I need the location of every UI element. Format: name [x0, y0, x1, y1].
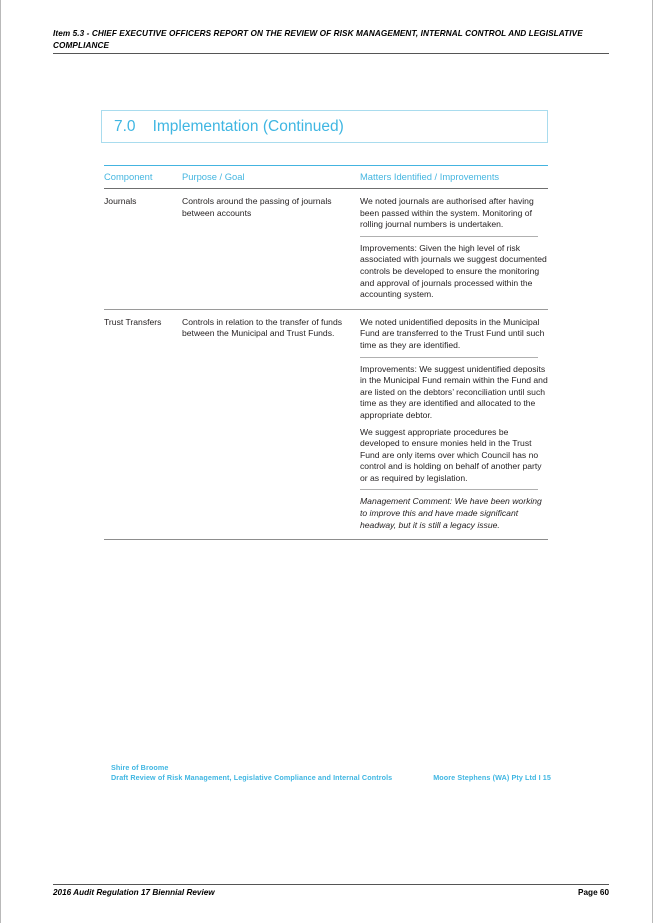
component-name: Journals	[104, 196, 137, 206]
table-header-row	[104, 166, 548, 188]
document-footer-row	[53, 888, 609, 897]
matters-improvement: Improvements: Given the high level of risk associated with journals we suggest documented controls be developed to ensure the monitoring and approval of journals processed within the accounting system.	[360, 242, 547, 300]
report-footer-left	[111, 763, 392, 783]
matters-note: We noted journals are authorised after having been passed within the system. Monitoring of rolling journal numbers is undertaken.	[360, 196, 534, 230]
document-footer-rule	[53, 884, 609, 885]
document-footer-title: 2016 Audit Regulation 17 Biennial Review	[53, 888, 215, 897]
cell-matters	[360, 196, 548, 306]
auditor-name-and-page: Moore Stephens (WA) Pty Ltd I 15	[433, 773, 551, 782]
document-running-header	[53, 28, 609, 54]
section-title-box	[101, 110, 548, 143]
component-name: Trust Transfers	[104, 316, 162, 327]
document-header-rule	[53, 53, 609, 54]
purpose-text: Controls in relation to the transfer of funds between the Municipal and Trust Funds.	[182, 316, 343, 339]
column-header-purpose: Purpose / Goal	[182, 171, 245, 182]
column-header-component: Component	[104, 171, 153, 182]
page-number: Page 60	[578, 888, 609, 897]
matters-procedure: We suggest appropriate procedures be developed to ensure monies held in the Trust Fund are only items over which Council has no control and is holding on behalf of another party or as required by legislation.	[360, 426, 542, 483]
cell-purpose	[182, 196, 360, 219]
table-bottom-rule	[104, 539, 548, 540]
cell-matters	[360, 317, 548, 537]
purpose-text: Controls around the passing of journals between accounts	[182, 196, 332, 218]
management-comment: Management Comment: We have been working to improve this and have made significant headway, but it is still a legacy issue.	[360, 496, 542, 530]
column-header-matters: Matters Identified / Improvements	[360, 171, 500, 182]
document-running-footer	[53, 884, 609, 897]
table-row	[104, 310, 548, 540]
organisation-name: Shire of Broome	[111, 763, 169, 772]
page-title: Implementation (Continued)	[152, 117, 344, 135]
report-footer	[111, 763, 551, 783]
implementation-table	[104, 165, 548, 540]
matters-note: We noted unidentified deposits in the Municipal Fund are transferred to the Trust Fund until such time as they are identified.	[360, 316, 545, 350]
document-header-text: Item 5.3 - CHIEF EXECUTIVE OFFICERS REPORT ON THE REVIEW OF RISK MANAGEMENT, INTERNAL CONTROL AND LEGISLATIVE COMPLIANCE	[53, 29, 583, 50]
section-number: 7.0	[114, 117, 136, 135]
report-subtitle: Draft Review of Risk Management, Legislative Compliance and Internal Controls	[111, 773, 393, 782]
matters-improvement: Improvements: We suggest unidentified deposits in the Municipal Fund remain within the Fund and are listed on the debtors’ reconciliation until such time as they are identified and allocated to the appropriate debtor.	[360, 363, 548, 420]
table-row	[104, 189, 548, 309]
cell-component	[104, 317, 182, 329]
cell-component	[104, 196, 182, 208]
cell-purpose	[182, 317, 360, 340]
